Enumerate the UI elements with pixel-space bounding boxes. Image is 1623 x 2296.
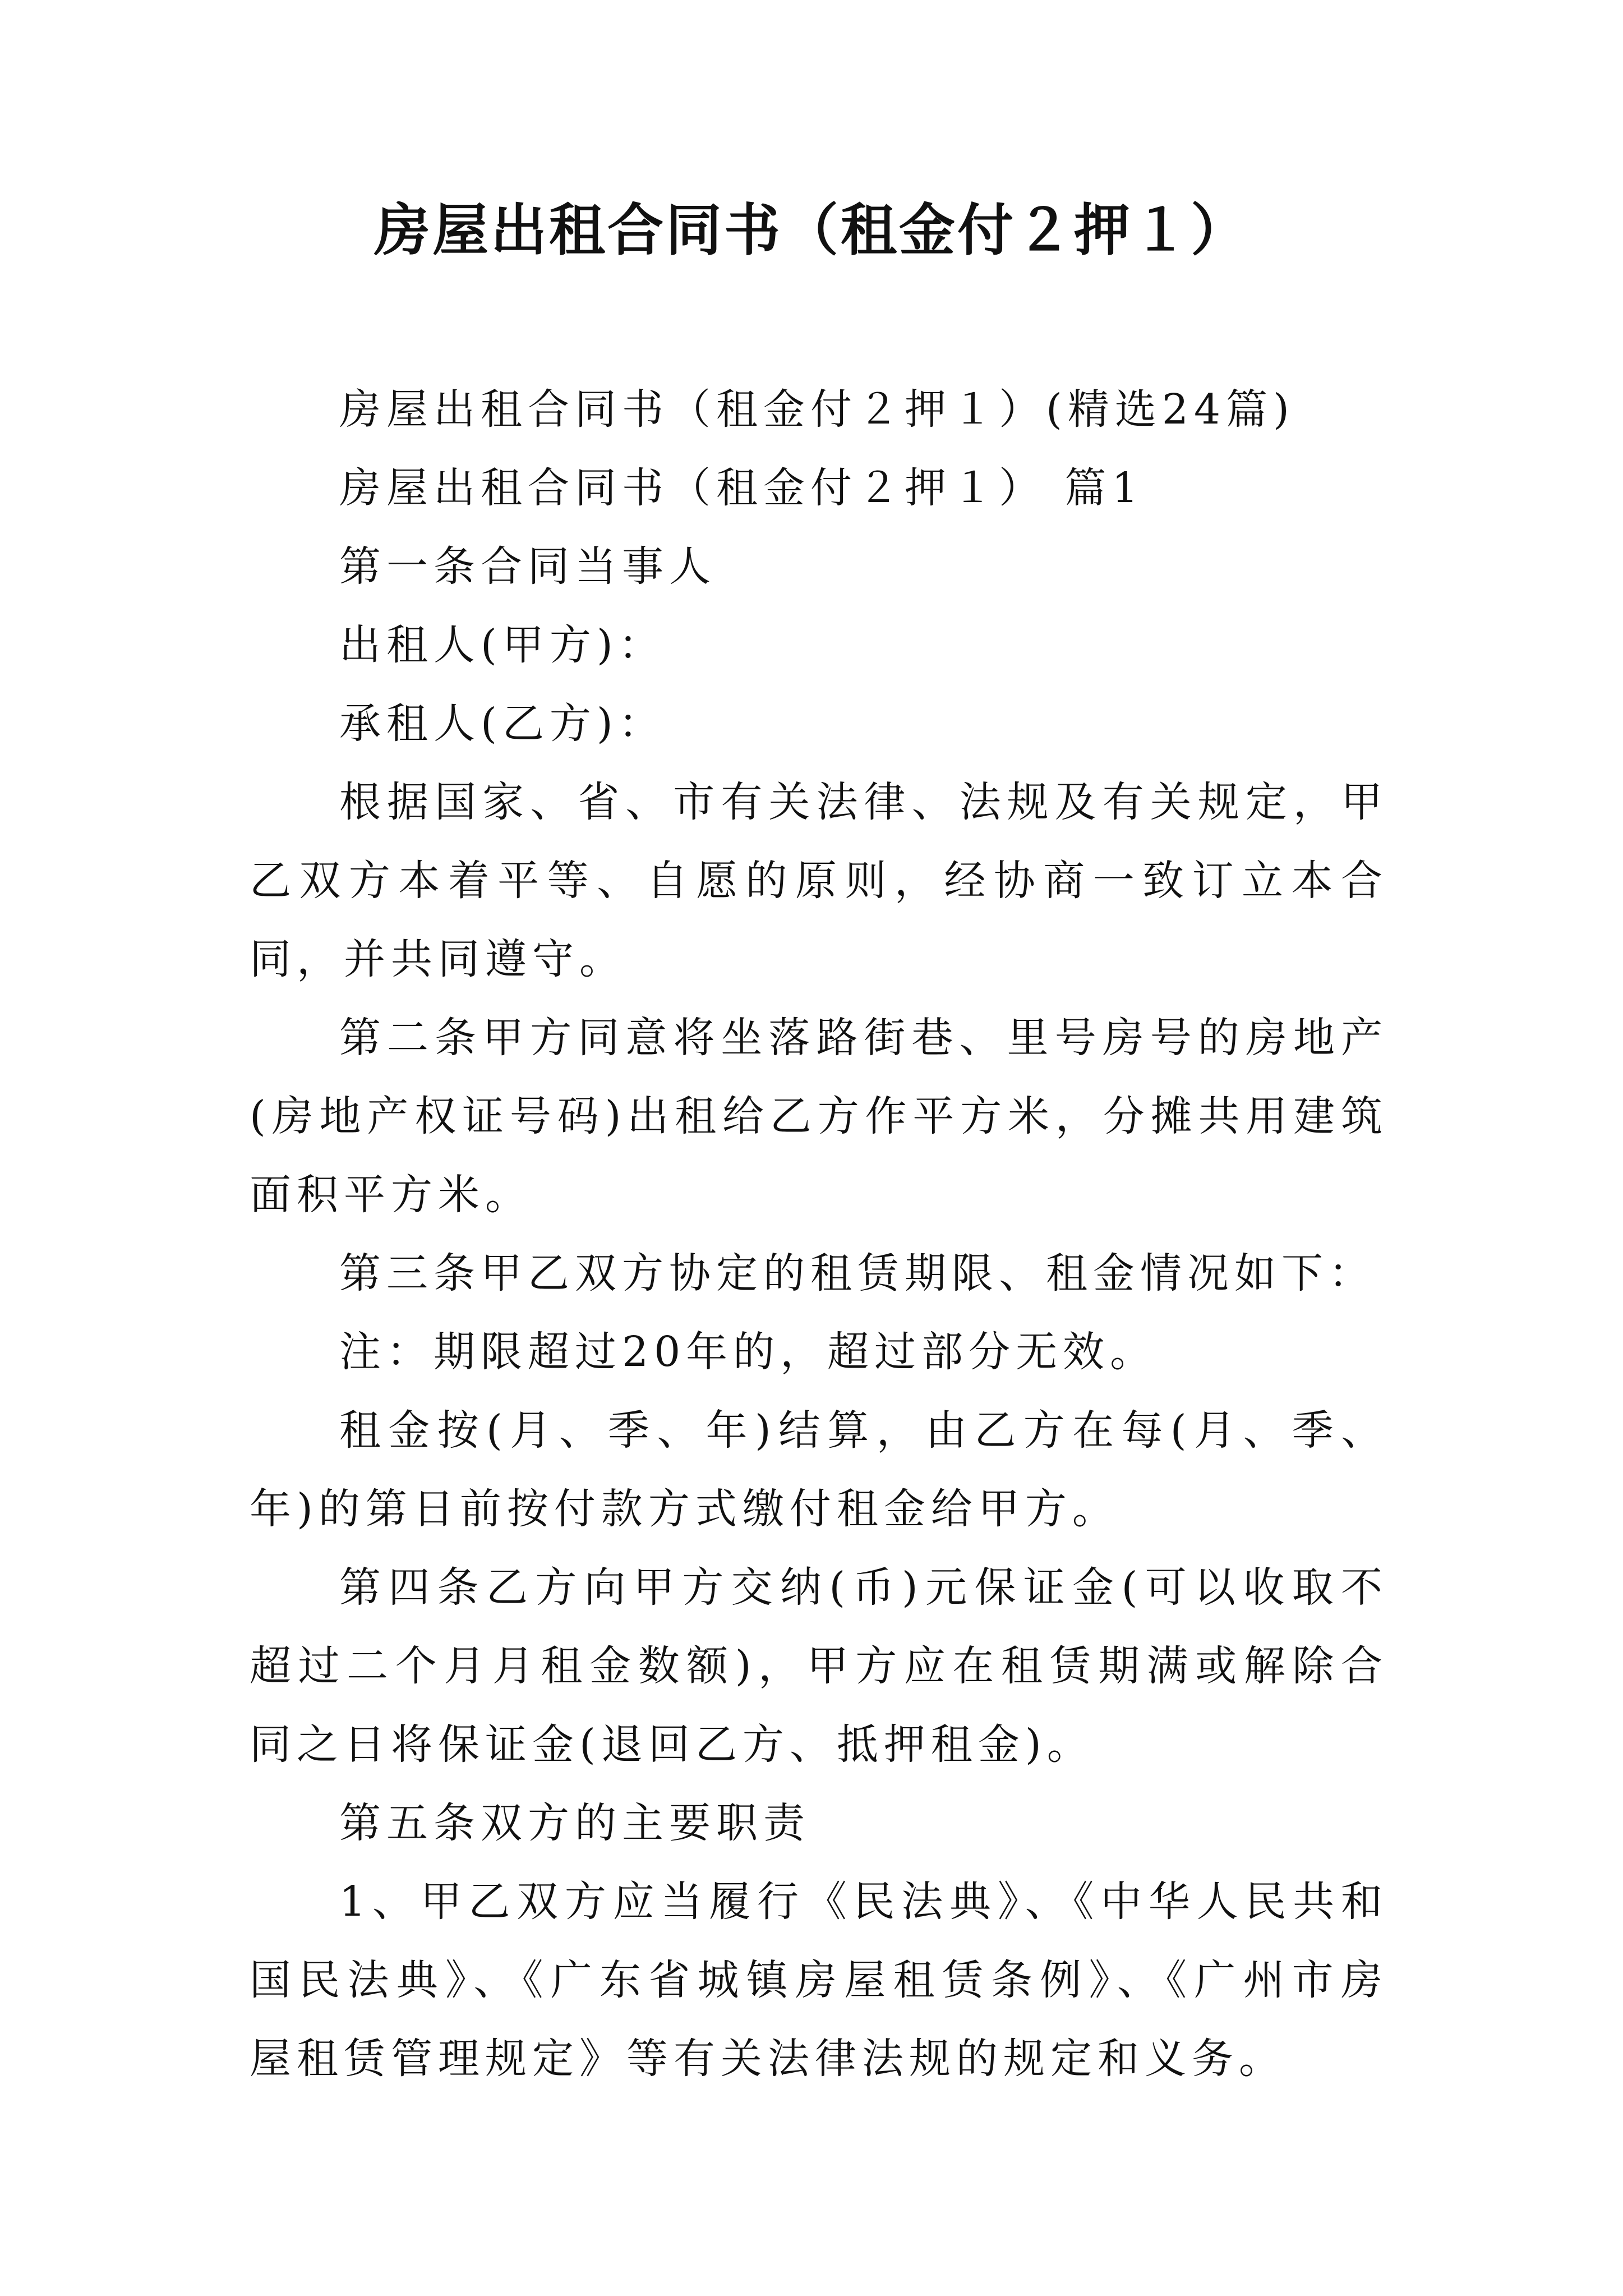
paragraph-article-4: 第四条乙方向甲方交纳(币)元保证金(可以收取不超过二个月月租金数额)，甲方应在租赁期满或解除合同之日将保证金(退回乙方、抵押租金)。: [250, 1563, 1388, 1769]
paragraph-article-5: 第五条双方的主要职责: [339, 1799, 810, 1847]
document-body: [250, 370, 1388, 2098]
paragraph-collection-title: 房屋出租合同书（租金付２押１）(精选24篇): [339, 385, 1295, 434]
paragraph-lessee: 承租人(乙方)：: [339, 700, 666, 748]
paragraph-clause-1: 1、甲乙双方应当履行《民法典》、《中华人民共和国民法典》、《广东省城镇房屋租赁条例》、《广州市房屋租赁管理规定》等有关法律法规的规定和义务。: [250, 1878, 1388, 2083]
paragraph-article-1: 第一条合同当事人: [339, 542, 716, 591]
paragraph-article-3: 第三条甲乙双方协定的租赁期限、租金情况如下：: [339, 1249, 1376, 1297]
document-title: 房屋出租合同书（租金付２押１）: [374, 197, 1249, 263]
paragraph-lessor: 出租人(甲方)：: [339, 621, 666, 669]
paragraph-preamble: 根据国家、省、市有关法律、法规及有关规定，甲乙双方本着平等、自愿的原则，经协商一致订立本合同，并共同遵守。: [250, 778, 1388, 983]
paragraph-rent-settlement: 租金按(月、季、年)结算，由乙方在每(月、季、年)的第日前按付款方式缴付租金给甲方。: [250, 1406, 1388, 1533]
paragraph-note: 注：期限超过20年的，超过部分无效。: [339, 1328, 1158, 1376]
paragraph-section-heading: 房屋出租合同书（租金付２押１） 篇1: [339, 464, 1144, 512]
paragraph-article-2: 第二条甲方同意将坐落路街巷、里号房号的房地产(房地产权证号码)出租给乙方作平方米，分摊共用建筑面积平方米。: [250, 1014, 1388, 1219]
